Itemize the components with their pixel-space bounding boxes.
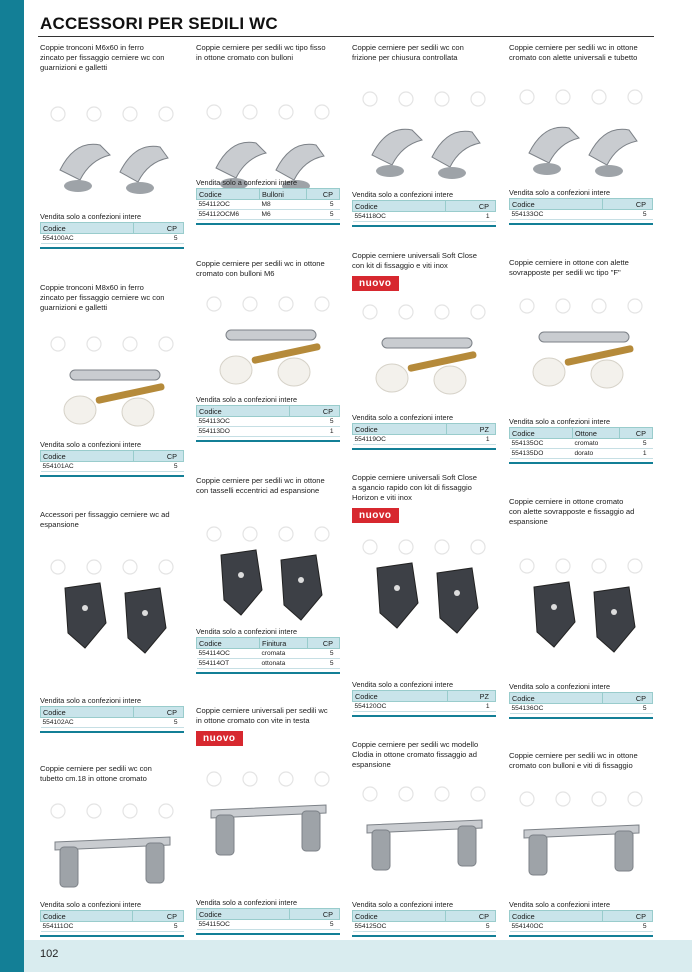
product-description-text: Coppie cerniere per sedili wc tipo fisso in ottone cromato con bulloni (196, 43, 326, 62)
product-table (196, 395, 340, 442)
table-row (197, 427, 340, 437)
table-cell: 554125OC (353, 922, 446, 932)
table-header-cell: CP (445, 201, 495, 212)
table-row (197, 210, 340, 220)
side-color-band (0, 0, 24, 972)
product-photo (40, 553, 186, 665)
table-cell: 1 (289, 427, 339, 437)
table-cell: 554100AC (41, 234, 134, 244)
table-row (41, 718, 184, 728)
product-description-text: Coppie cerniere in ottone con alette sovrapposte per sedili wc tipo "F" (509, 258, 629, 277)
table-underline (40, 731, 184, 733)
new-badge: nuovo (196, 731, 243, 746)
table-cell: 5 (289, 417, 339, 427)
table-header-cell: CP (133, 223, 183, 234)
table-cell: 5 (603, 922, 653, 932)
table-underline (196, 933, 340, 935)
product-table (40, 212, 184, 249)
product-table (40, 900, 184, 937)
table-header-cell: Finitura (260, 638, 308, 649)
table-cell: 554101AC (41, 462, 134, 472)
table-header-cell: Codice (353, 691, 448, 702)
table-header-cell: Codice (197, 406, 290, 417)
sale-note: Vendita solo a confezioni intere (196, 898, 298, 907)
product-photo (352, 298, 498, 410)
product-table (352, 900, 496, 937)
product-description (40, 43, 184, 73)
table-row (197, 200, 340, 210)
sale-note: Vendita solo a confezioni intere (196, 178, 298, 187)
table-cell: 554119OC (353, 435, 447, 445)
table-header-cell: PZ (447, 424, 496, 435)
table-cell: ottonata (260, 659, 308, 669)
table-header-cell: Codice (41, 451, 134, 462)
product-description-text: Coppie cerniere universali per sedili wc in ottone cromato con vite in testa (196, 706, 328, 725)
table-row (510, 922, 653, 932)
table-header-cell: CP (289, 909, 339, 920)
table-header-cell: Codice (197, 638, 260, 649)
table-header-cell: Codice (197, 189, 260, 200)
table-cell: 554136OC (510, 704, 603, 714)
product-description-text: Coppie cerniere per sedili wc in ottone cromato con bulloni e viti di fissaggio (509, 751, 638, 770)
sale-note: Vendita solo a confezioni intere (509, 682, 611, 691)
product-description-text: Coppie cerniere per sedili wc modello Clodia in ottone cromato fissaggio ad espansione (352, 740, 479, 769)
new-badge: nuovo (352, 508, 399, 523)
table-cell: 5 (133, 718, 183, 728)
product-table (352, 413, 496, 450)
product-table (509, 900, 653, 937)
product-photo (352, 780, 498, 892)
table-row (197, 417, 340, 427)
table-row (197, 649, 340, 659)
product-description-text: Coppie cerniere per sedili wc in ottone cromato con alette universali e tubetto (509, 43, 638, 62)
table-header-cell: CP (289, 406, 339, 417)
product-description (352, 251, 496, 291)
table-row (510, 449, 653, 459)
table-cell: 5 (306, 210, 339, 220)
table-cell: 5 (603, 210, 653, 220)
table-header-cell: CP (603, 911, 653, 922)
product-description (196, 476, 340, 496)
table-cell: 554111OC (41, 922, 133, 932)
table-header-cell: Codice (510, 428, 573, 439)
product-description-text: Coppie cerniere per sedili wc in ottone con tasselli eccentrici ad espansione (196, 476, 325, 495)
product-photo (509, 292, 655, 404)
table-cell: M8 (260, 200, 307, 210)
table-header-cell: CP (133, 707, 183, 718)
table-cell: 554112OCM6 (197, 210, 260, 220)
table-row (41, 462, 184, 472)
product-description-text: Coppie tronconi M8x60 in ferro zincato per fissaggio cerniere wc con guarnizioni e galletti (40, 283, 165, 312)
table-underline (352, 448, 496, 450)
table-cell: 554102AC (41, 718, 134, 728)
table-cell: cromata (260, 649, 308, 659)
table-cell: 5 (306, 200, 339, 210)
sale-note: Vendita solo a confezioni intere (509, 900, 611, 909)
table-cell: 5 (133, 462, 183, 472)
product-description-text: Coppie cerniere per sedili wc con tubetto cm.18 in ottone cromato (40, 764, 152, 783)
product-photo (196, 765, 342, 877)
sale-note: Vendita solo a confezioni intere (509, 417, 611, 426)
product-description-text: Coppie cerniere per sedili wc con frizione per chiusura controllata (352, 43, 464, 62)
product-description (509, 497, 653, 527)
product-description-text: Accessori per fissaggio cerniere wc ad espansione (40, 510, 170, 529)
table-underline (196, 223, 340, 225)
table-cell: 554114OC (197, 649, 260, 659)
table-cell: 5 (620, 439, 653, 449)
table-header-cell: PZ (447, 691, 495, 702)
sale-note: Vendita solo a confezioni intere (352, 190, 454, 199)
table-underline (352, 715, 496, 717)
table-cell: 5 (308, 649, 340, 659)
product-description (40, 283, 184, 313)
table-cell: 554140OC (510, 922, 603, 932)
footer-band (24, 940, 692, 972)
table-underline (509, 462, 653, 464)
table-header-cell: CP (133, 911, 184, 922)
product-description-text: Coppie cerniere universali Soft Close con kit di fissaggio e viti inox (352, 251, 477, 270)
product-description (509, 43, 653, 63)
table-header-cell: CP (306, 189, 339, 200)
table-header-cell: Codice (197, 909, 290, 920)
table-header-cell: Codice (510, 693, 603, 704)
table-row (41, 234, 184, 244)
product-table (509, 188, 653, 225)
table-cell: 554115OC (197, 920, 290, 930)
product-description (509, 258, 653, 278)
sale-note: Vendita solo a confezioni intere (40, 440, 142, 449)
product-description (196, 259, 340, 279)
sale-note: Vendita solo a confezioni intere (40, 212, 142, 221)
table-header-cell: CP (308, 638, 340, 649)
table-underline (40, 247, 184, 249)
product-table (509, 417, 653, 464)
table-underline (196, 672, 340, 674)
table-header-cell: Codice (353, 201, 446, 212)
table-row (353, 435, 496, 445)
table-cell: 1 (447, 435, 496, 445)
table-cell: 554114OT (197, 659, 260, 669)
table-row (510, 704, 653, 714)
product-photo (352, 85, 498, 197)
table-cell: 554133OC (510, 210, 603, 220)
table-cell: cromato (573, 439, 620, 449)
table-header-cell: Codice (353, 424, 447, 435)
product-table (509, 682, 653, 719)
sale-note: Vendita solo a confezioni intere (40, 696, 142, 705)
table-cell: 554113OC (197, 417, 290, 427)
product-photo (40, 100, 186, 212)
product-description (40, 510, 184, 530)
product-table (196, 898, 340, 935)
product-photo (40, 797, 186, 909)
sale-note: Vendita solo a confezioni intere (352, 900, 454, 909)
product-description-text: Coppie tronconi M6x60 in ferro zincato per fissaggio cerniere wc con guarnizioni e galletti (40, 43, 165, 72)
product-table (352, 680, 496, 717)
table-underline (352, 225, 496, 227)
table-row (510, 210, 653, 220)
table-cell: 5 (446, 922, 496, 932)
table-row (197, 920, 340, 930)
table-cell: 554120OC (353, 702, 448, 712)
sale-note: Vendita solo a confezioni intere (196, 395, 298, 404)
page-number: 102 (40, 948, 59, 960)
table-row (41, 922, 184, 932)
product-table (40, 440, 184, 477)
table-underline (196, 440, 340, 442)
product-table (352, 190, 496, 227)
table-header-cell: Codice (41, 707, 134, 718)
product-table (196, 178, 340, 225)
table-cell: M6 (260, 210, 307, 220)
sale-note: Vendita solo a confezioni intere (352, 413, 454, 422)
product-photo (196, 520, 342, 632)
product-description (196, 43, 340, 63)
table-header-cell: CP (133, 451, 183, 462)
table-header-cell: CP (603, 199, 653, 210)
table-cell: 1 (445, 212, 495, 222)
table-underline (40, 475, 184, 477)
table-underline (40, 935, 184, 937)
table-header-cell: Codice (510, 199, 603, 210)
page-title: ACCESSORI PER SEDILI WC (40, 14, 278, 33)
product-description-text: Coppie cerniere per sedili wc in ottone cromato con bulloni M6 (196, 259, 325, 278)
product-description (509, 751, 653, 771)
product-photo (40, 330, 186, 442)
table-header-cell: Codice (41, 223, 134, 234)
table-underline (352, 935, 496, 937)
table-row (510, 439, 653, 449)
table-cell: 5 (603, 704, 653, 714)
product-table (40, 696, 184, 733)
product-table (196, 627, 340, 674)
product-description (196, 706, 340, 746)
table-row (353, 922, 496, 932)
title-divider (38, 36, 654, 37)
table-header-cell: CP (620, 428, 653, 439)
product-description-text: Coppie cerniere universali Soft Close a sgancio rapido con kit di fissaggio Horizon e viti inox (352, 473, 477, 502)
product-description (352, 473, 496, 523)
product-photo (509, 785, 655, 897)
table-header-cell: Codice (353, 911, 446, 922)
table-cell: 554112OC (197, 200, 260, 210)
table-row (353, 702, 496, 712)
product-description (352, 740, 496, 770)
table-header-cell: CP (446, 911, 496, 922)
table-cell: 554118OC (353, 212, 446, 222)
table-cell: 554135DO (510, 449, 573, 459)
table-row (197, 659, 340, 669)
table-header-cell: CP (603, 693, 653, 704)
table-cell: 1 (620, 449, 653, 459)
table-row (353, 212, 496, 222)
table-underline (509, 717, 653, 719)
table-underline (509, 223, 653, 225)
product-photo (509, 552, 655, 664)
sale-note: Vendita solo a confezioni intere (40, 900, 142, 909)
table-header-cell: Ottone (573, 428, 620, 439)
table-cell: 5 (133, 922, 184, 932)
table-cell: 5 (289, 920, 339, 930)
product-description-text: Coppie cerniere in ottone cromato con alette sovrapposte e fissaggio ad espansione (509, 497, 635, 526)
table-cell: 1 (447, 702, 495, 712)
new-badge: nuovo (352, 276, 399, 291)
table-underline (509, 935, 653, 937)
product-photo (352, 533, 498, 645)
product-photo (196, 290, 342, 402)
table-header-cell: Codice (510, 911, 603, 922)
sale-note: Vendita solo a confezioni intere (196, 627, 298, 636)
sale-note: Vendita solo a confezioni intere (509, 188, 611, 197)
table-cell: dorato (573, 449, 620, 459)
product-photo (509, 83, 655, 195)
table-cell: 554135OC (510, 439, 573, 449)
table-header-cell: Bulloni (260, 189, 307, 200)
product-description (352, 43, 496, 63)
sale-note: Vendita solo a confezioni intere (352, 680, 454, 689)
table-header-cell: Codice (41, 911, 133, 922)
table-cell: 5 (133, 234, 183, 244)
table-cell: 5 (308, 659, 340, 669)
product-description (40, 764, 184, 784)
table-cell: 554113DO (197, 427, 290, 437)
